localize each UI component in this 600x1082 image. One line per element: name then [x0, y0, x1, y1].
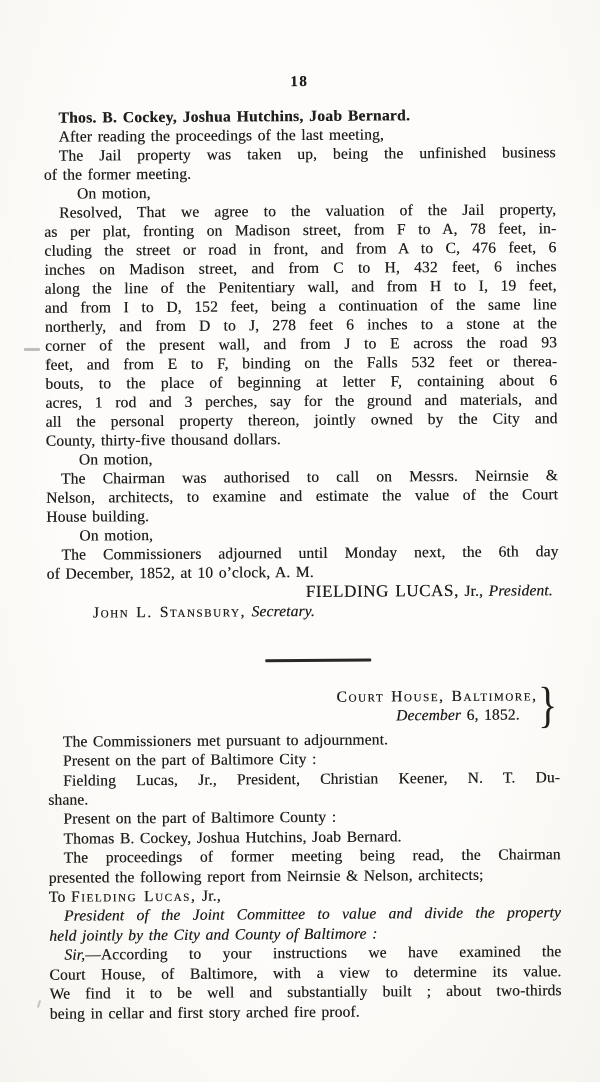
president-suffix: Jr.,: [464, 582, 484, 600]
president-title: President.: [488, 582, 553, 600]
ink-speck: [24, 348, 40, 351]
paragraph-jail-property: The Jail property was taken up, being the unfinished business of the former meeting.: [43, 144, 556, 184]
salutation-prefix: To: [48, 888, 66, 906]
secretary-name: John L. Stansbury,: [92, 603, 247, 622]
motion-line-1: On motion,: [76, 185, 151, 203]
paragraph-attendees: Thos. B. Cockey, Joshua Hutchins, Joab Bernard.: [58, 107, 411, 127]
salutation-suffix: Jr.,: [201, 887, 221, 905]
secretary-title: Secretary.: [251, 602, 315, 621]
paragraph-resolved-valuation: Resolved, That we agree to the valuation of the Jail property, as per plat, fronting on Madison street, from F to A, 78 feet, in- cluding the street or road in front, and from A to C, 476 feet, 6 inches on Madison street, and from C to H, 432 feet, 6 inches along the line of the Penitentiary wall, and from H to I, 19 feet, and from I to D, 152 feet, being a continuation of the same line northerly, and from D to J, 278 feet 6 inches to a stone at the corner of the present wall, and from J to E across the road 93 feet, and from E to F, binding on the Falls 532 feet or therea- bouts, to the place of beginning at letter F, containing about 6 acres, 1 rod and 3 perches, say for the ground and materials, and all the personal property thereon, jointly owned by the City and County, thirty-five thousand dollars.: [44, 201, 558, 450]
paragraph-county-members: Thomas B. Cockey, Joshua Hutchins, Joab Bernard.: [63, 828, 402, 848]
dateline-brace: }: [537, 676, 558, 733]
paragraph-report-heading: President of the Joint Committee to value and divide the property held jointly by the City and County of Baltimore :: [49, 904, 562, 945]
salutation-name: Fielding Lucas,: [70, 887, 197, 906]
paragraph-met-pursuant: The Commissioners met pursuant to adjournment.: [62, 731, 389, 751]
motion-line-2: On motion,: [78, 451, 153, 469]
page-number: 18: [290, 73, 309, 91]
section-courthouse-report: [47, 676, 562, 1023]
dateline-date: [48, 706, 560, 729]
paragraph-proceedings-read: The proceedings of former meeting being read, the Chairman presented the following report from Neirnsie & Nelson, architects;: [48, 846, 561, 887]
president-name: FIELDING LUCAS,: [305, 580, 459, 601]
signature-president: [47, 580, 559, 604]
page-content: [43, 72, 562, 1023]
dateline-month: December: [396, 707, 462, 725]
ink-speck: [37, 1000, 41, 1008]
paragraph-adjournment: The Commissioners adjourned until Monday next, the 6th day of December, 1852, at 10 o’clock, A. M.: [46, 543, 559, 583]
paragraph-present-city: Present on the part of Baltimore City :: [62, 751, 317, 770]
section-divider: [265, 659, 371, 663]
paragraph-after-reading: After reading the proceedings of the last meeting,: [58, 126, 384, 146]
paragraph-present-county: Present on the part of Baltimore County :: [63, 809, 337, 829]
paragraph-letter-body: Sir,—According to your instructions we have examined the Court House, of Baltimore, with a view to determine its value. We find it to be well and substantially built ; about two-thirds being in cellar and first story arched fire proof.: [49, 943, 562, 1023]
paragraph-city-members: Fielding Lucas, Jr., President, Christian Keener, N. T. Du- shane.: [48, 768, 561, 809]
signature-secretary: [93, 600, 559, 622]
motion-line-3: On motion,: [79, 527, 154, 545]
dateline: [47, 676, 559, 733]
dateline-day-year: 6, 1852.: [466, 706, 520, 725]
dateline-place: Court House, Baltimore,: [336, 687, 538, 706]
section-minutes: [43, 105, 559, 623]
paragraph-chairman-architects: The Chairman was authorised to call on Messrs. Neirnsie & Nelson, architects, to examine and estimate the value of the Court House building.: [46, 467, 559, 526]
